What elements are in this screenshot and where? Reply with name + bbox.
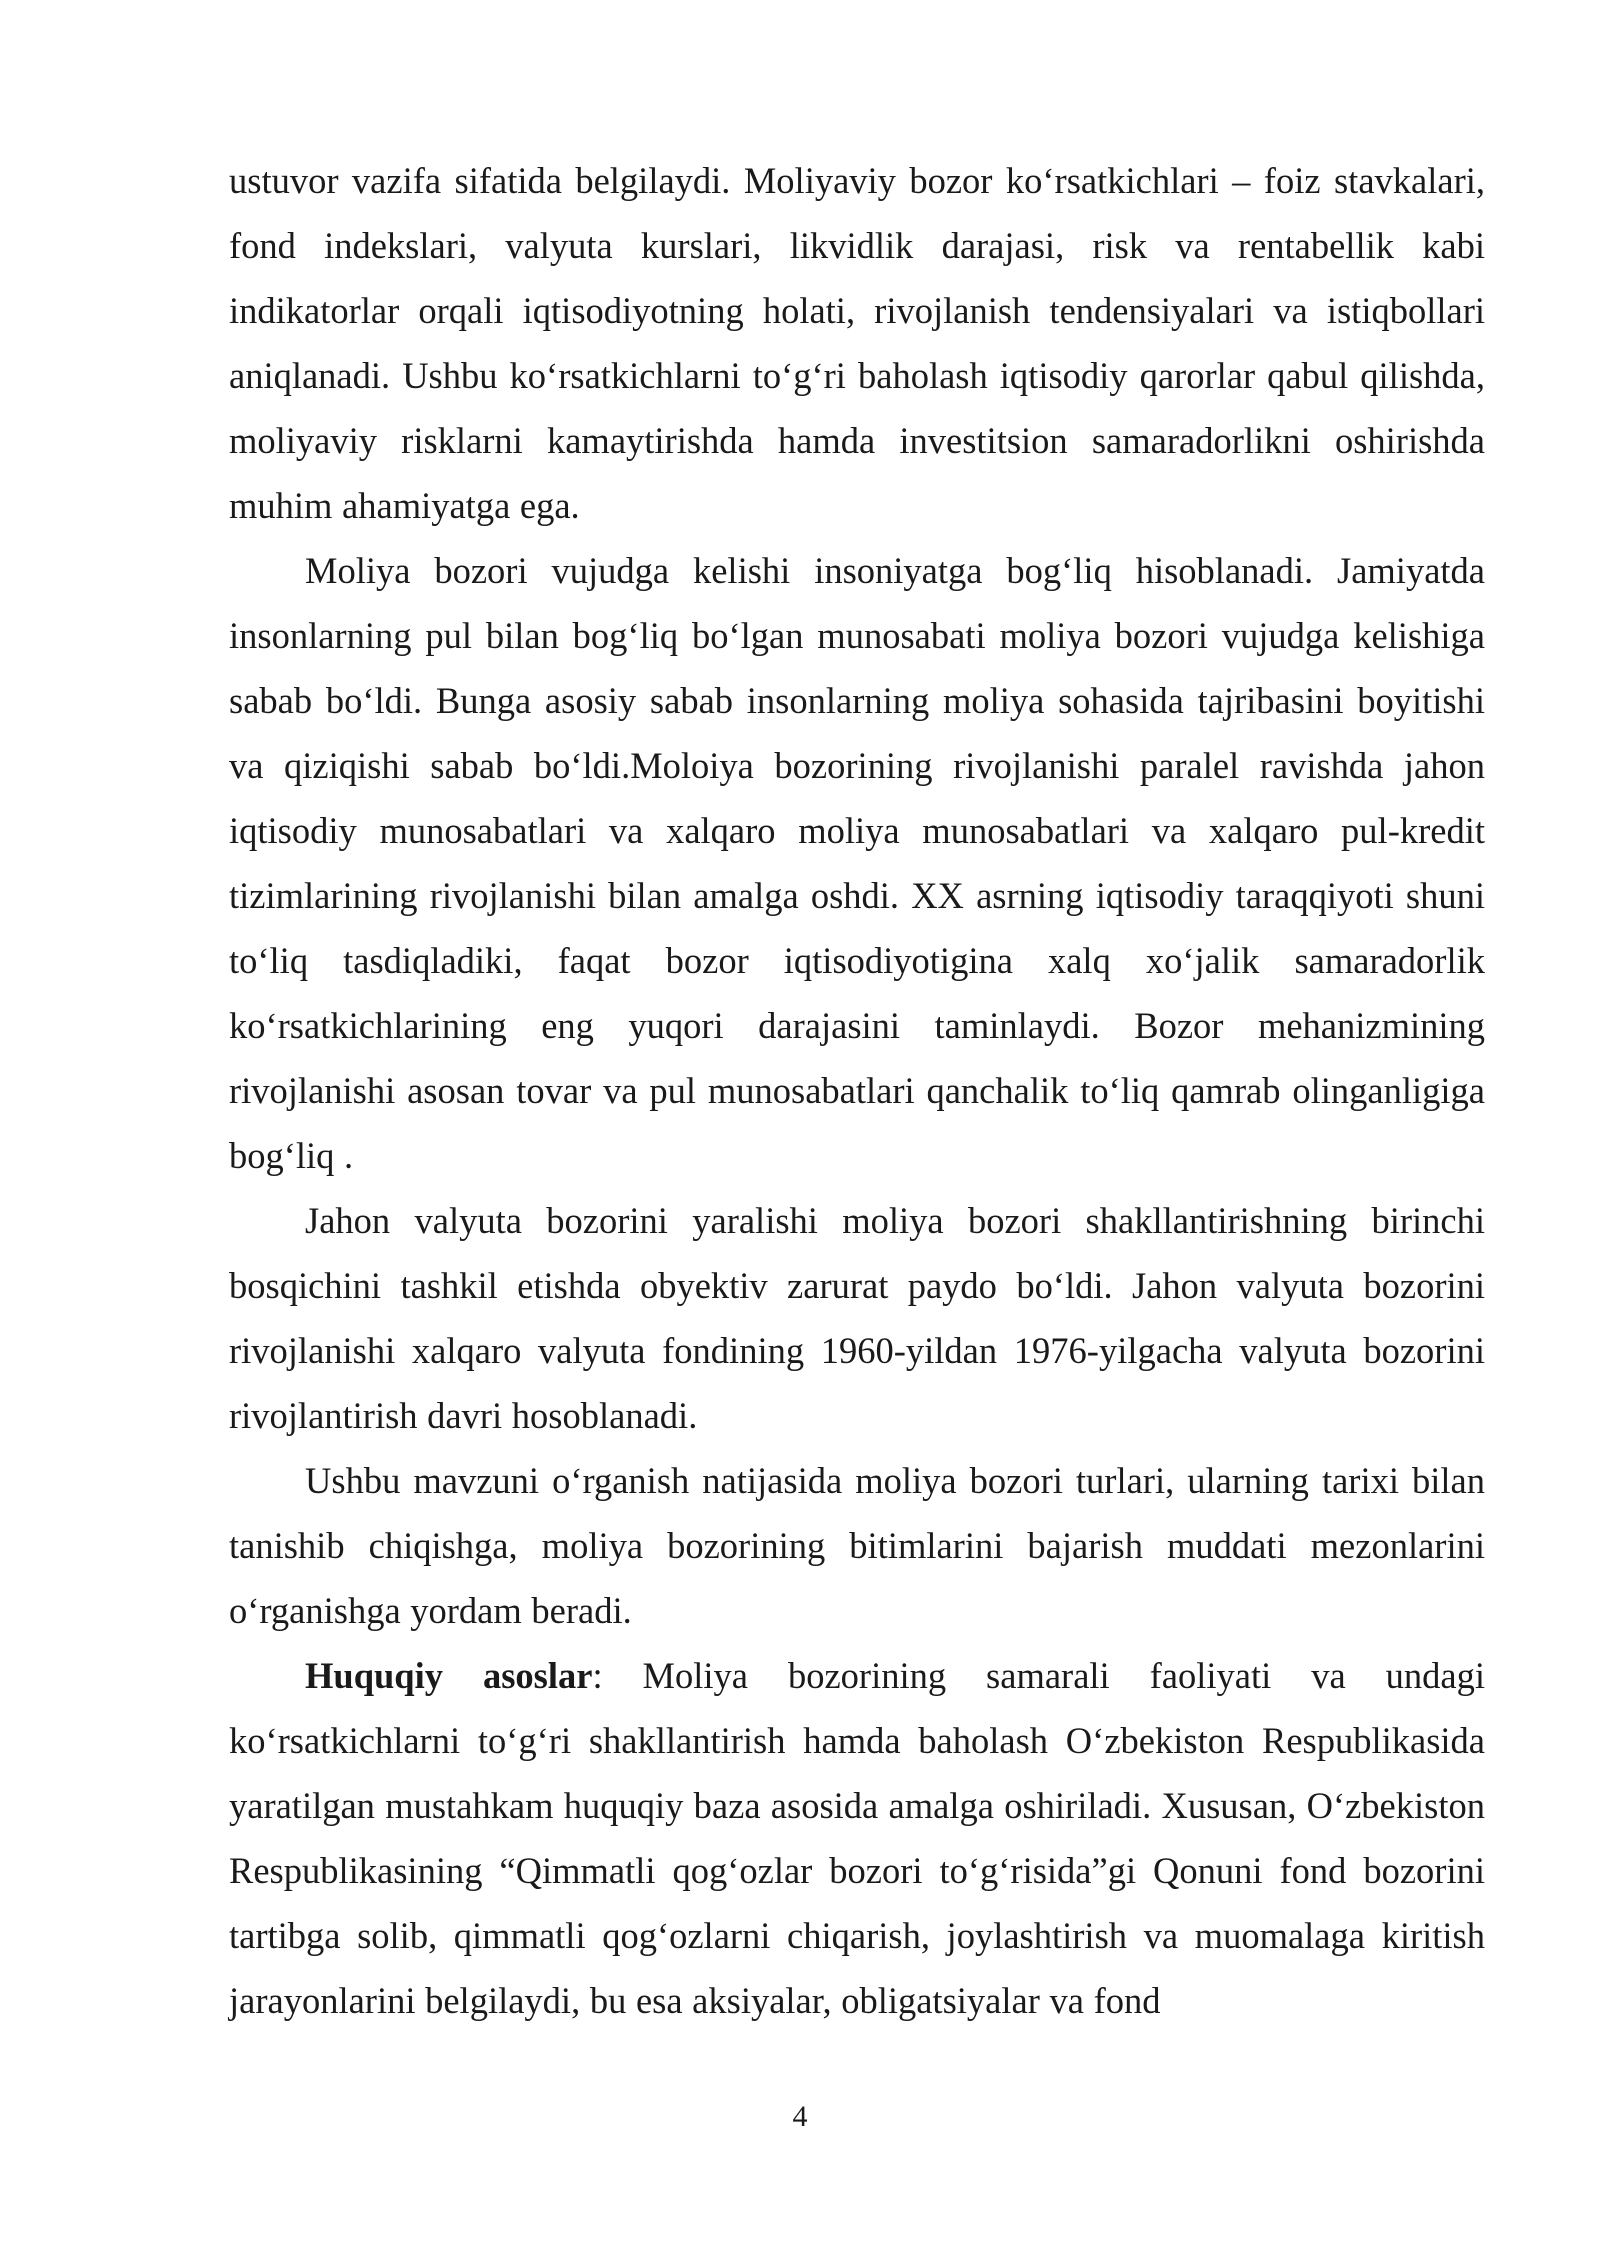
paragraph-text: ustuvor vazifa sifatida belgilaydi. Moliyaviy bozor koʻrsatkichlari – foiz stavkalari, fond indekslari, valyuta kurslari, likvidlik darajasi, risk va rentabellik kabi indikatorlar orqali iqtisodiyotning holati, rivojlanish tendensiyalari va istiqbollari aniqlanadi. Ushbu koʻrsatkichlarni toʻgʻri baholash iqtisodiy qarorlar qabul qilishda, moliyaviy risklarni kamaytirishda hamda investitsion samaradorlikni oshirishda muhim ahamiyatga ega. [229, 160, 1485, 526]
page-number: 4 [792, 2100, 808, 2133]
paragraph-huquqiy-asoslar [229, 1643, 1485, 2033]
paragraph-ushbu-mavzu [229, 1448, 1485, 1643]
paragraph-continuation [229, 148, 1485, 538]
paragraph-text: Jahon valyuta bozorini yaralishi moliya bozori shakllantirishning birinchi bosqichini tashkil etishda obyektiv zarurat paydo boʻldi. Jahon valyuta bozorini rivojlanishi xalqaro valyuta fondining 1960-yildan 1976-yilgacha valyuta bozorini rivojlantirish davri hosoblanadi. [229, 1200, 1485, 1436]
paragraph-jahon-valyuta [229, 1188, 1485, 1448]
paragraph-moliya-bozori [229, 538, 1485, 1188]
paragraph-text: Ushbu mavzuni oʻrganish natijasida moliya bozori turlari, ularning tarixi bilan tanishib chiqishga, moliya bozorining bitimlarini bajarish muddati mezonlarini oʻrganishga yordam beradi. [229, 1460, 1485, 1631]
paragraph-bold-lead: Huquqiy asoslar [305, 1655, 593, 1696]
document-body [229, 148, 1485, 2033]
paragraph-text: : Moliya bozorining samarali faoliyati va undagi koʻrsatkichlarni toʻgʻri shakllantirish hamda baholash Oʻzbekiston Respublikasida yaratilgan mustahkam huquqiy baza asosida amalga oshiriladi. Xususan, Oʻzbekiston Respublikasining “Qimmatli qogʻozlar bozori toʻgʻrisida”gi Qonuni fond bozorini tartibga solib, qimmatli qogʻozlarni chiqarish, joylashtirish va muomalaga kiritish jarayonlarini belgilaydi, bu esa aksiyalar, obligatsiyalar va fond [229, 1655, 1485, 2021]
paragraph-text: Moliya bozori vujudga kelishi insoniyatga bogʻliq hisoblanadi. Jamiyatda insonlarning pul bilan bogʻliq boʻlgan munosabati moliya bozori vujudga kelishiga sabab boʻldi. Bunga asosiy sabab insonlarning moliya sohasida tajribasini boyitishi va qiziqishi sabab boʻldi.Moloiya bozorining rivojlanishi paralel ravishda jahon iqtisodiy munosabatlari va xalqaro moliya munosabatlari va xalqaro pul-kredit tizimlarining rivojlanishi bilan amalga oshdi. XX asrning iqtisodiy taraqqiyoti shuni toʻliq tasdiqladiki, faqat bozor iqtisodiyotigina xalq xoʻjalik samaradorlik koʻrsatkichlarining eng yuqori darajasini taminlaydi. Bozor mehanizmining rivojlanishi asosan tovar va pul munosabatlari qanchalik toʻliq qamrab olinganligiga bogʻliq . [229, 550, 1485, 1176]
